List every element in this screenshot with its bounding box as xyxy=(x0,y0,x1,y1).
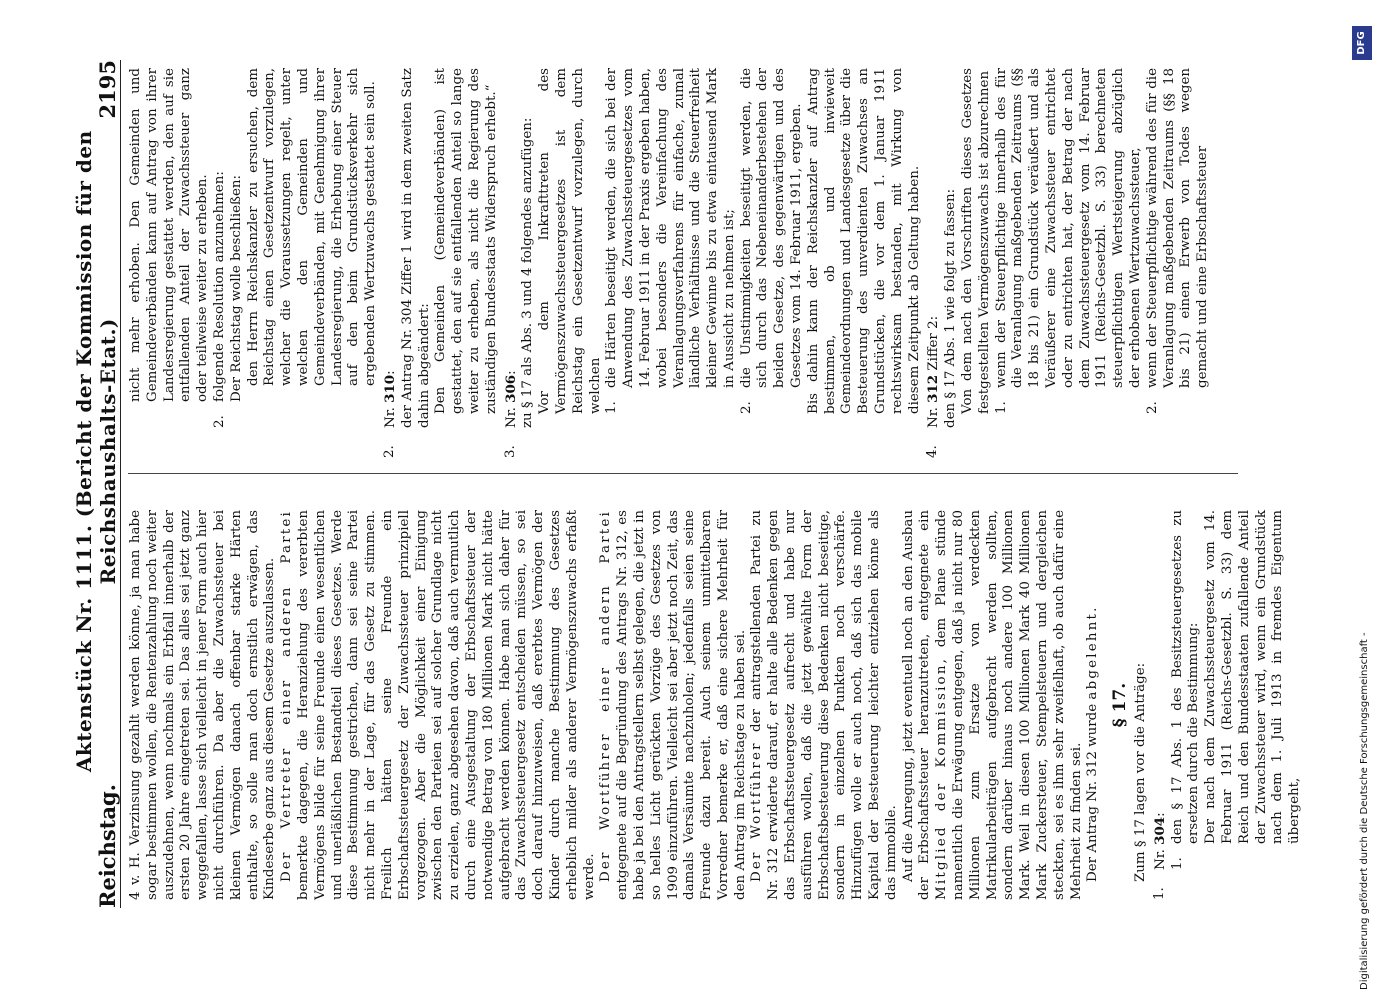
digitization-note: Digitalisierung gefördert durch die Deutsche Forschungsgemeinschaft - xyxy=(1359,632,1370,990)
spaced-phrase: abgelehnt xyxy=(1085,611,1101,700)
page-number: 2195 xyxy=(95,60,120,119)
quoted-provision: Bis dahin kann der Reichskanzler auf Antrag bestimmen, ob und inwieweit Gemeindeordnungen und Landesgesetze über die Besteuerung des unverdienten Zuwachses an Grundstücken, die vor dem 1. Januar 1911 rechtswirksam bestanden, mit Wirkung von diesem Zeitpunkt ab Geltung haben. xyxy=(805,68,922,414)
item-label: Ziffer 2: xyxy=(926,315,942,375)
quoted-provision: Der Reichstag wolle beschließen: xyxy=(228,174,244,402)
list-item xyxy=(1152,510,1170,900)
item-text xyxy=(925,68,943,428)
item-label: Nr. xyxy=(1152,844,1168,870)
item-text xyxy=(1152,510,1170,870)
item-label-bold: 306 xyxy=(502,374,519,403)
item-number: 3. xyxy=(502,445,518,458)
paragraph-text: entgegnete auf die Begründung des Antrags Nr. 312, es habe ja bei den Antragstellern selbst gelegen, die jetzt in so helles Licht gerückten Vorzüge des Gesetzes von 1909 einzuführen. Vielleicht sei aber jetzt noch Zeit, das damals Versäumte nachzuholen; jedenfalls seien seine Freunde dazu bereit. Auch seinem unmittelbaren Vorredner bemerke er, daß eine sichere Mehrheit für den Antrag im Reichstage zu haben sei. xyxy=(615,510,748,900)
dfg-logo: DFG xyxy=(1352,26,1372,60)
list-subitem xyxy=(1170,510,1204,870)
list-subitem xyxy=(1145,68,1212,414)
left-column xyxy=(128,510,1304,900)
quoted-provision: Der nach dem Zuwachssteuergesetz vom 14. Februar 1911 (Reichs-Gesetzbl. S. 33) dem Reich und den Bundesstaaten zufallende Anteil der Zuwachssteuer wird, wenn ein Grundstück nach dem 1. Juli 1913 in fremdes Eigentum übergeht, xyxy=(1203,510,1303,844)
right-column xyxy=(128,68,1212,458)
item-label-bold: 312 xyxy=(925,374,942,403)
page-header xyxy=(72,60,121,908)
item-label: : xyxy=(382,370,398,375)
item-text: die Unstimmigkeiten beseitigt werden, die sich durch das Nebeneinanderbestehen der beiden Gesetze, des gegenwärtigen und des Gesetzes vom 14. Februar 1911, ergeben. xyxy=(738,68,805,388)
item-label: Nr. xyxy=(382,402,398,428)
spaced-phrase: Der Wortführer xyxy=(749,741,765,882)
item-number: 1. xyxy=(993,401,1009,414)
item-text xyxy=(503,68,521,428)
item-text: wenn der Steuerpflichtige während des für die Veranlagung maßgebenden Zeitraums (§§ 18 bis 21) einen Erwerb von Todes wegen gemacht und eine Erbschaftssteuer xyxy=(1144,68,1211,388)
spaced-phrase: Der Wortführer einer andern Partei xyxy=(598,510,614,882)
header-left: Reichstag. xyxy=(95,784,120,908)
quoted-provision: Vor dem Inkrafttreten des Vermögenszuwachssteuergesetzes ist dem Reichstag ein Gesetzentwurf vorzulegen, durch welchen xyxy=(537,68,603,414)
item-number: 2. xyxy=(211,415,227,428)
list-subitem xyxy=(604,68,738,414)
list-subitem xyxy=(994,68,1145,414)
paragraph xyxy=(901,510,1086,900)
paragraph: der Antrag Nr. 304 Ziffer 1 wird in dem zweiten Satz dahin abgeändert: xyxy=(399,68,432,428)
paragraph: 4 v. H. Verzinsung gezahlt werden könne, ja man habe sogar bestimmen wollen, die Rentenzahlung noch weiter auszudehnen, wenn nochmals ein Erbfall innerhalb der ersten 20 Jahre eingetreten sei. Das alles sei jetzt ganz weggefallen, lasse sich vielleicht in jener Form auch hier nicht durchführen. Da aber die Zuwachssteuer bei kleinen Vermögen danach offenbar starke Härten enthalte, so solle man doch ernstlich erwägen, das Kindeserbe ganz aus diesem Gesetze auszulassen. xyxy=(128,510,278,900)
paragraph-text: . xyxy=(1085,607,1101,612)
item-text: wenn der Steuerpflichtige innerhalb des für die Veranlagung maßgebenden Zeitraums (§§ 18 bis 21) ein Grundstück veräußert und als Veräußerer eine Zuwachssteuer entrichtet oder zu entrichten hat, der Betrag der nach dem Zuwachssteuergesetz vom 14. Februar 1911 (Reichs-Gesetzbl. S. 33) berechneten steuerpflichtigen Wertsteigerung abzüglich der erhobenen Wertzuwachssteuer, xyxy=(993,68,1144,388)
spaced-phrase: Der Vertreter einer anderen Partei xyxy=(279,510,295,882)
item-label-bold: 310 xyxy=(381,374,398,403)
paragraph-text: Der Antrag Nr. 312 wurde xyxy=(1085,699,1101,882)
item-number: 2. xyxy=(1144,401,1160,414)
column-divider xyxy=(128,473,1238,474)
quoted-provision: den Herrn Reichskanzler zu ersuchen, dem Reichstag einen Gesetzentwurf vorzulegen, welcher die Voraussetzungen regelt, unter welchen den Gemeinden und Gemeindeverbänden, mit Genehmigung ihrer Landesregierung, die Erhebung einer Steuer auf den beim Grundstücksverkehr sich ergebenden Wertzuwachs gestattet sein soll. xyxy=(245,68,379,386)
paragraph-text: , dem Plane stünde namentlich die Erwägung entgegen, daß ja nicht nur 80 Millionen zum Ersatze von verdeckten Matrikularbeiträgen aufgebracht werden sollten, sondern darüber hinaus noch andere 100 Millionen Mark. Weil in diesen 100 Millionen Mark 40 Millionen Mark Zuckersteuer, Stempelsteuern und dergleichen steckten, sei es ihm sehr zweifelhaft, ob auch dafür eine Mehrheit zu finden sei. xyxy=(934,510,1084,900)
paragraph-text: der antragstellenden Partei zu Nr. 312 erwiderte darauf, er halte alle Bedenken gegen das Erbschaftssteuergesetz aufrecht und habe nur ausführen wollen, daß die jetzt gewählte Form der Erbschaftsbesteuerung diese Bedenken nicht beseitige, sondern in einzelnen Punkten noch verschärfe. Hinzufügen wolle er auch noch, daß sich das mobile Kapital der Besteuerung leichter entziehen könne als das immobile. xyxy=(749,510,899,900)
item-label-bold: 304 xyxy=(1151,816,1168,845)
paragraph-text: bemerkte dagegen, die Heranziehung des vererbten Vermögens bilde für seine Freunde einen wesentlichen und unerläßlichen Bestandteil dieses Gesetzes. Werde diese Bestimmung gestrichen, dann sei seine Partei nicht mehr in der Lage, für das Gesetz zu stimmen. Freilich hätten seine Freunde ein Erbschaftssteuergesetz der Zuwachssteuer prinzipiell vorgezogen. Aber die Möglichkeit einer Einigung zwischen den Parteien sei auf solcher Grundlage nicht zu erzielen, ganz abgesehen davon, daß auch vermutlich durch eine Ausgestaltung der Erbschaftssteuer der notwendige Betrag von 180 Millionen Mark nicht hätte aufgebracht werden können. Habe man sich daher für das Zuwachssteuergesetz entscheiden müssen, so sei doch darauf hinzuweisen, daß ererbtes Vermögen der Kinder durch manche Bestimmung des Gesetzes erheblich milder als anderer Vermögenszuwachs erfaßt werde. xyxy=(295,510,597,900)
item-text xyxy=(382,68,400,428)
list-item xyxy=(925,68,943,458)
list-subitem xyxy=(739,68,806,414)
item-text: folgende Resolution anzunehmen: xyxy=(211,171,227,402)
paragraph xyxy=(1085,510,1102,900)
item-label: Nr. xyxy=(503,402,519,428)
item-label: : xyxy=(503,370,519,375)
paragraph: Zum § 17 lagen vor die Anträge: xyxy=(1133,662,1149,882)
list-subitem xyxy=(212,68,229,428)
paragraph-text: Auf die Anregung, jetzt eventuell noch an den Ausbau der Erbschaftssteuer heranzutreten, entgegnete ein xyxy=(900,510,933,900)
spaced-phrase: Mitglied der Kommission xyxy=(934,663,950,900)
paragraph xyxy=(279,510,598,900)
quoted-provision: nicht mehr erhoben. Den Gemeinden und Gemeindeverbänden kann auf Antrag von ihrer Landesregierung gestattet werden, den auf sie entfallenden Anteil der Zuwachssteuer ganz oder teilweise weiter zu erheben. xyxy=(128,68,211,402)
item-text: den § 17 Abs. 1 des Besitzsteuergesetzes zu ersetzen durch die Bestimmung: xyxy=(1169,510,1202,844)
paragraph xyxy=(749,510,900,900)
item-number: 2. xyxy=(738,401,754,414)
item-number: 1. xyxy=(1169,857,1185,870)
paragraph: den § 17 Abs. 1 wie folgt zu fassen: xyxy=(943,188,959,428)
quoted-provision: Von dem nach den Vorschriften dieses Gesetzes festgestellten Vermögenszuwachs ist abzurechnen xyxy=(960,68,992,414)
item-number: 1. xyxy=(1151,887,1167,900)
section-title: § 17. xyxy=(1110,682,1131,728)
header-title: Aktenstück Nr. 1111. (Bericht der Kommission für den Reichshaushalts-Etat.) xyxy=(72,130,120,773)
item-label: : xyxy=(1152,812,1168,817)
paragraph xyxy=(598,510,749,900)
item-label: Nr. xyxy=(926,402,942,428)
item-number: 2. xyxy=(381,445,397,458)
item-text: die Härten beseitigt werden, die sich bei der Anwendung des Zuwachssteuergesetzes vom 14. Februar 1911 in der Praxis ergeben haben, wobei besonders die Vereinfachung des Veranlagungsverfahrens für einfache, zumal ländliche Verhältnisse und die Steuerfreiheit kleiner Gewinne bis zu etwa eintausend Mark in Aussicht zu nehmen ist; xyxy=(604,68,737,388)
item-number: 1. xyxy=(604,401,620,414)
list-item xyxy=(382,68,400,458)
item-number: 4. xyxy=(925,445,941,458)
quoted-provision: Den Gemeinden (Gemeindeverbänden) ist gestattet, den auf sie entfallenden Anteil so lange weiter zu erheben, als nicht die Regierung des zuständigen Bundesstaats Widerspruch erhebt.“ xyxy=(433,68,499,414)
list-item xyxy=(503,68,521,458)
paragraph: zu § 17 als Abs. 3 und 4 folgendes anzufügen: xyxy=(520,117,536,428)
